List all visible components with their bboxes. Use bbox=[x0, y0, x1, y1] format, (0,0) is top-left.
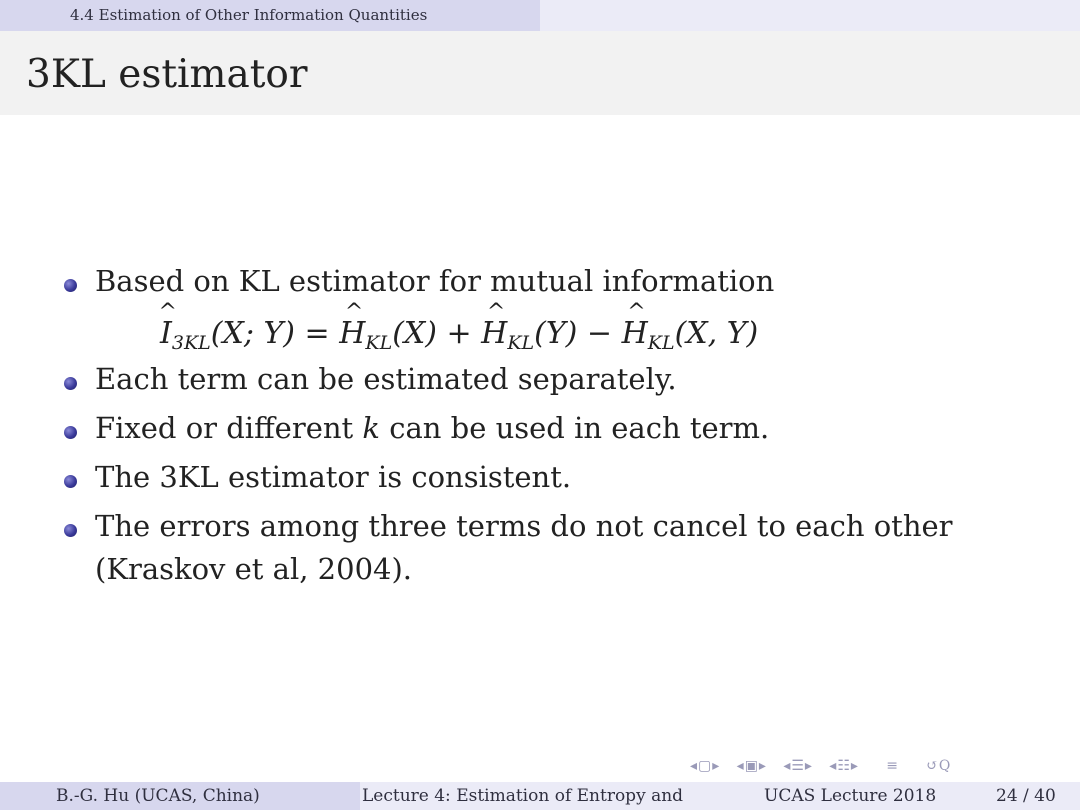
frame-icon[interactable]: ▢ bbox=[698, 758, 713, 774]
arrow-left-icon[interactable]: ◂ bbox=[829, 758, 838, 774]
bullet-dot bbox=[64, 524, 77, 537]
subsection-icon[interactable]: ▣ bbox=[744, 758, 759, 774]
section-title: 4.4 Estimation of Other Information Quantities bbox=[0, 0, 540, 31]
formula-lhs-args: (X; Y) bbox=[210, 316, 295, 351]
section-icon[interactable]: ☷ bbox=[837, 758, 851, 774]
bullet-dot bbox=[64, 377, 77, 390]
bullet-item-1: Based on KL estimator for mutual information bbox=[95, 264, 775, 298]
bullet-item-4: The 3KL estimator is consistent. bbox=[95, 460, 572, 494]
section-icon[interactable]: ☰ bbox=[791, 758, 805, 774]
formula-arg-x: (X) bbox=[392, 316, 437, 351]
bullet-item-2: Each term can be estimated separately. bbox=[95, 362, 677, 396]
formula-equals: = bbox=[294, 316, 340, 351]
align-icon[interactable]: ≡ bbox=[886, 758, 899, 774]
slide-title: 3KL estimator bbox=[26, 52, 308, 97]
arrow-left-icon[interactable]: ◂ bbox=[736, 758, 745, 774]
bullet-item-3-start: Fixed or different bbox=[95, 411, 354, 445]
i-hat-symbol: ^ I bbox=[160, 316, 172, 351]
arrow-right-icon[interactable]: ▸ bbox=[804, 758, 813, 774]
mutual-information-formula bbox=[160, 316, 758, 354]
footer-course: UCAS Lecture 2018 bbox=[764, 786, 937, 806]
math-k: k bbox=[362, 411, 380, 445]
bullet-item-3 bbox=[95, 411, 769, 446]
arrow-right-icon[interactable]: ▸ bbox=[758, 758, 767, 774]
footer-author: B.-G. Hu (UCAS, China) bbox=[56, 786, 260, 806]
formula-subscript-kl: KL bbox=[647, 332, 675, 354]
arrow-left-icon[interactable]: ◂ bbox=[783, 758, 792, 774]
bullet-item-5: The errors among three terms do not cancel to each other bbox=[95, 509, 953, 543]
formula-subscript-3kl: 3KL bbox=[171, 332, 211, 354]
formula-minus: − bbox=[577, 316, 622, 351]
formula-arg-y: (Y) bbox=[534, 316, 578, 351]
formula-subscript-kl: KL bbox=[365, 332, 393, 354]
arrow-right-icon[interactable]: ▸ bbox=[712, 758, 721, 774]
slide-footer bbox=[0, 782, 1080, 810]
footer-lecture: Lecture 4: Estimation of Entropy and bbox=[362, 786, 684, 806]
bullet-dot bbox=[64, 279, 77, 292]
bullet-item-5-continued: (Kraskov et al, 2004). bbox=[95, 552, 413, 586]
footer-page-number: 24 / 40 bbox=[996, 786, 1056, 806]
bullet-item-3-end: can be used in each term. bbox=[389, 411, 770, 445]
bullet-dot bbox=[64, 475, 77, 488]
arrow-right-icon[interactable]: ▸ bbox=[850, 758, 859, 774]
bullet-dot bbox=[64, 426, 77, 439]
h-hat-symbol: ^ H bbox=[622, 316, 648, 351]
formula-arg-xy: (X, Y) bbox=[674, 316, 759, 351]
formula-subscript-kl: KL bbox=[507, 332, 535, 354]
h-hat-symbol: ^ H bbox=[339, 316, 365, 351]
formula-plus: + bbox=[436, 316, 482, 351]
search-icon[interactable]: ↺Q bbox=[926, 758, 952, 774]
h-hat-symbol: ^ H bbox=[481, 316, 507, 351]
navigation-controls bbox=[690, 758, 951, 774]
arrow-left-icon[interactable]: ◂ bbox=[690, 758, 699, 774]
